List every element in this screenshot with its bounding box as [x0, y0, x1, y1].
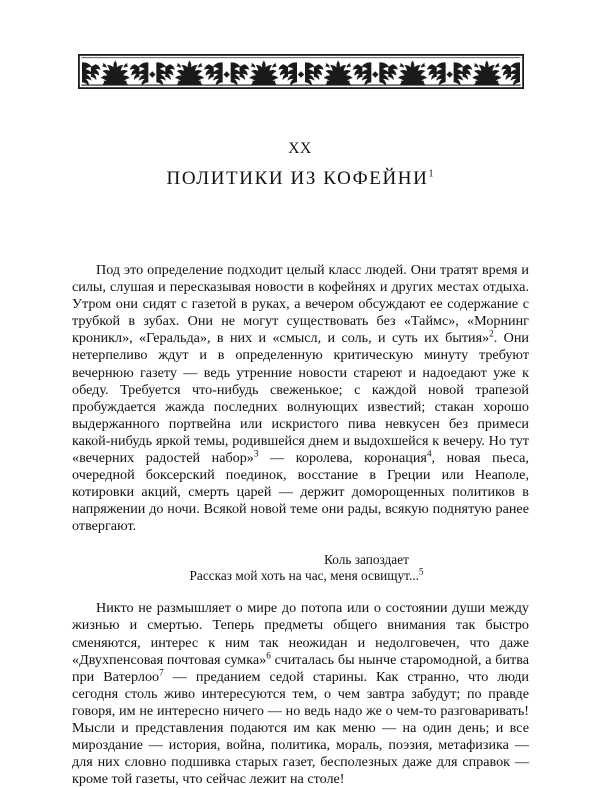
paragraph-1-segment-2: . Они нетерпеливо ждут и в определенную критическую минуту требуют вечернюю газету — ведь утренние новости стареют и надоедают уже к обеду. Требуется что-нибудь свеженькое; с каждой новой трапезой пробуждается жажда последних волнующих известий; стакан хорошо выдержанного портвейна или искристого пива невкусен без примеси какой-нибудь яркой темы, родившейся днем и выдохшейся к вечеру. Но тут «вечерних радостей набор» — [72, 330, 530, 467]
footnote-marker-7: 7 — [159, 666, 164, 677]
paragraph-1-segment-4: , новая пьеса, очередной боксерский поединок, восстание в Греции или Неаполе, котировки акций, смерть царей — держит доморощенных политиков в напряжении до ночи. Всякой новой теме они рады, всякую поднятую ранее отвергают. — [72, 450, 529, 535]
chapter-number: XX — [288, 140, 312, 157]
verse-line-1: Коль запоздает — [324, 551, 409, 567]
paragraph-2-segment-3: — преданием седой старины. Как странно, что люди сегодня столь живо интересуются тем, о чем завтра забудут; по правде говоря, им не интересно ничего — но ведь надо же о чем-то разговаривать! Мысли и представления подаются им как меню — на один день; и все мироздание — история, война, политика, мораль, поэзия, метафизика — для них словно подшивка старых газет, бесполезных даже для справок — кроме той газеты, что сейчас лежит на столе! — [72, 668, 529, 788]
page-title — [72, 168, 528, 191]
body-text-column — [72, 262, 529, 788]
footnote-marker-6: 6 — [266, 649, 271, 660]
footnote-marker-3: 3 — [253, 448, 259, 459]
paragraph-1 — [72, 262, 529, 536]
footnote-marker-1: 1 — [428, 168, 434, 180]
footnote-marker-2: 2 — [489, 328, 494, 339]
paragraph-1-segment-1: Под это определение подходит целый класс людей. Они тратят время и силы, слушая и пересказывая новости в кофейнях и других местах отдыха. Утром они сидят с газетой в руках, а вечером обсуждают ее содержание с трубкой в зубах. Они не могут существовать без «Таймс», «Морнинг кроникл», «Геральда», в них и «смысл, и соль, и суть их бытия» — [72, 262, 529, 347]
footnote-marker-5: 5 — [418, 566, 424, 577]
paragraph-2 — [72, 600, 529, 788]
ornament-divider — [78, 54, 524, 89]
chapter-heading — [72, 140, 528, 190]
verse-epigraph — [72, 552, 529, 585]
verse-line-2-text: Рассказ мой хоть на час, меня освищут... — [189, 567, 419, 583]
paragraph-2-segment-1: Никто не размышляет о мире до потопа или о состоянии души между жизнью и смертью. Теперь предметы общего внимания так быстро сменяются, интерес к ним так неожидан и недолговечен, что даже «Двухпенсовая почтовая сумка» — [72, 600, 529, 668]
floral-arabesque-rule-icon — [78, 54, 524, 89]
verse-line-2 — [72, 568, 529, 584]
paragraph-1-segment-3: — королева, коронация — [258, 450, 427, 467]
chapter-title-text: ПОЛИТИКИ ИЗ КОФЕЙНИ — [166, 167, 429, 189]
footnote-marker-4: 4 — [426, 448, 432, 459]
paragraph-2-segment-2: считалась бы нынче старомодной, а битва при Ватерлоо — [72, 651, 529, 685]
